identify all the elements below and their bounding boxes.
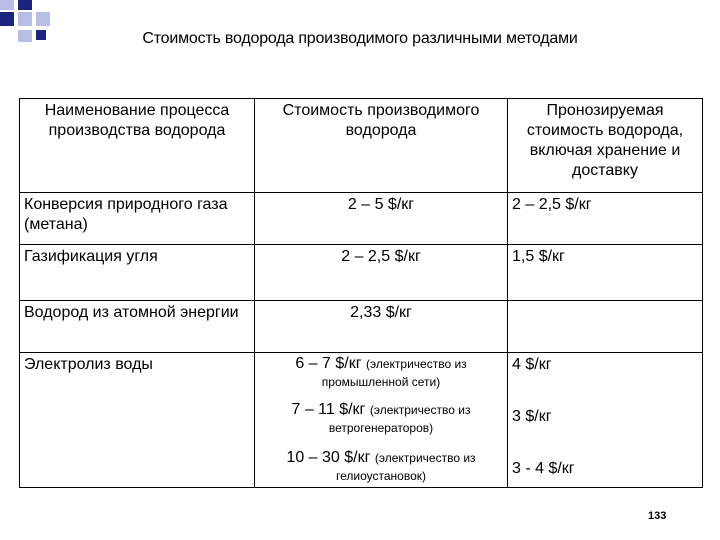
slide-title: Стоимость водорода производимого различными методами	[142, 30, 578, 47]
deco-square	[18, 0, 32, 10]
table-row	[20, 193, 703, 245]
deco-square	[0, 12, 14, 26]
electrolysis-cost-cell	[255, 353, 508, 488]
deco-square	[36, 12, 50, 26]
header-process: Наименование процесса производства водорода	[20, 99, 255, 193]
option-forecast: 3 - 4 $/кг	[512, 460, 575, 477]
deco-square	[0, 0, 14, 10]
process-cell: Водород из атомной энергии	[20, 301, 255, 353]
process-cell: Электролиз воды	[20, 353, 255, 488]
electrolysis-option	[257, 449, 505, 485]
electrolysis-option	[257, 355, 505, 401]
table-row	[20, 301, 703, 353]
option-forecast: 4 $/кг	[512, 356, 552, 373]
process-cell: Газификация угля	[20, 245, 255, 301]
option-cost: 10 – 30 $/кг	[286, 449, 371, 466]
option-note: (электричество из гелиоустановок)	[336, 451, 476, 483]
option-forecast: 3 $/кг	[512, 408, 552, 425]
deco-square	[18, 12, 32, 26]
option-note: (электричество из промышленной сети)	[321, 357, 467, 389]
cost-cell: 2 – 2,5 $/кг	[255, 245, 508, 301]
header-forecast: Пронозируемая стоимость водорода, включая хранение и доставку	[508, 99, 703, 193]
option-cost: 7 – 11 $/кг	[291, 401, 366, 418]
page-number: 133	[648, 510, 667, 522]
forecast-cell: 1,5 $/кг	[508, 245, 703, 301]
option-cost: 6 – 7 $/кг	[295, 355, 362, 372]
hydrogen-cost-table	[19, 98, 703, 488]
electrolysis-forecast-cell	[508, 353, 703, 488]
cost-cell: 2 – 5 $/кг	[255, 193, 508, 245]
process-cell: Конверсия природного газа (метана)	[20, 193, 255, 245]
option-note: (электричество из ветрогенераторов)	[328, 403, 471, 435]
electrolysis-option	[257, 401, 505, 449]
table-row	[20, 245, 703, 301]
table-header-row	[20, 99, 703, 193]
cost-cell: 2,33 $/кг	[255, 301, 508, 353]
forecast-cell	[508, 301, 703, 353]
header-cost: Стоимость производимого водорода	[255, 99, 508, 193]
table-row-electrolysis	[20, 353, 703, 488]
forecast-cell: 2 – 2,5 $/кг	[508, 193, 703, 245]
